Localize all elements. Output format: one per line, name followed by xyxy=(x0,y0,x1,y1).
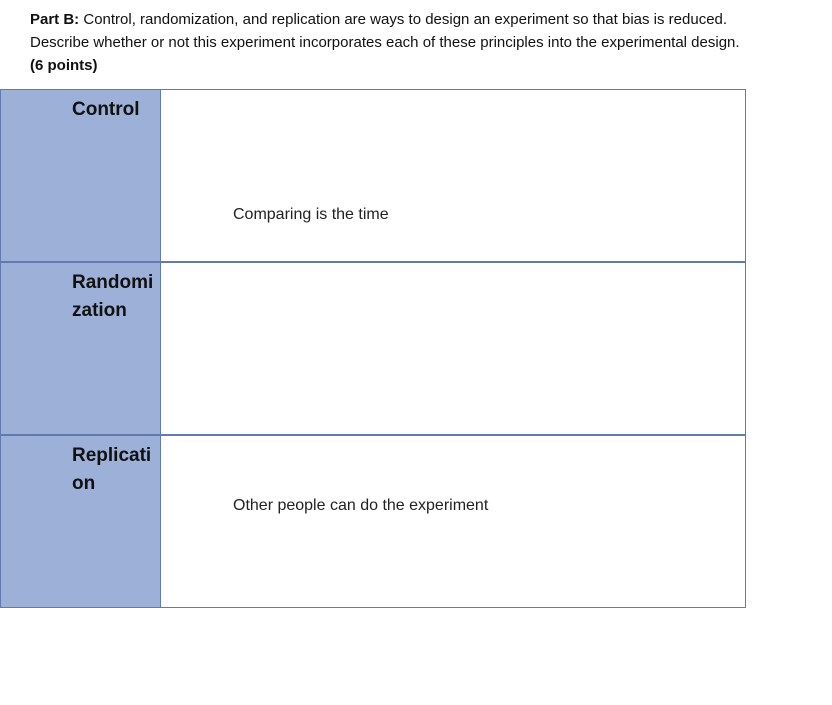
answer-text: Other people can do the experiment xyxy=(233,497,489,514)
row-header-label: Replication xyxy=(72,445,152,494)
question-text: Control, randomization, and replication are ways to design an experiment so that bias is reduced. Describe whether or not this experiment incorporates each of these principles into the experimental design. xyxy=(30,11,740,51)
part-label: Part B: xyxy=(30,11,80,28)
points-label: (6 points) xyxy=(30,57,98,74)
table-row-randomization xyxy=(0,262,746,435)
row-header-cell xyxy=(0,435,161,608)
answer-cell[interactable] xyxy=(160,262,746,435)
answer-cell[interactable] xyxy=(160,435,746,608)
row-header-cell xyxy=(0,262,161,435)
row-header-cell xyxy=(0,89,161,262)
table-row-replication xyxy=(0,435,746,608)
row-header-label: Control xyxy=(72,99,140,120)
table-row-control xyxy=(0,89,746,262)
answer-cell[interactable] xyxy=(160,89,746,262)
answer-text: Comparing is the time xyxy=(233,206,389,223)
row-header-label: Randomization xyxy=(72,272,154,321)
question-prompt xyxy=(30,8,750,77)
